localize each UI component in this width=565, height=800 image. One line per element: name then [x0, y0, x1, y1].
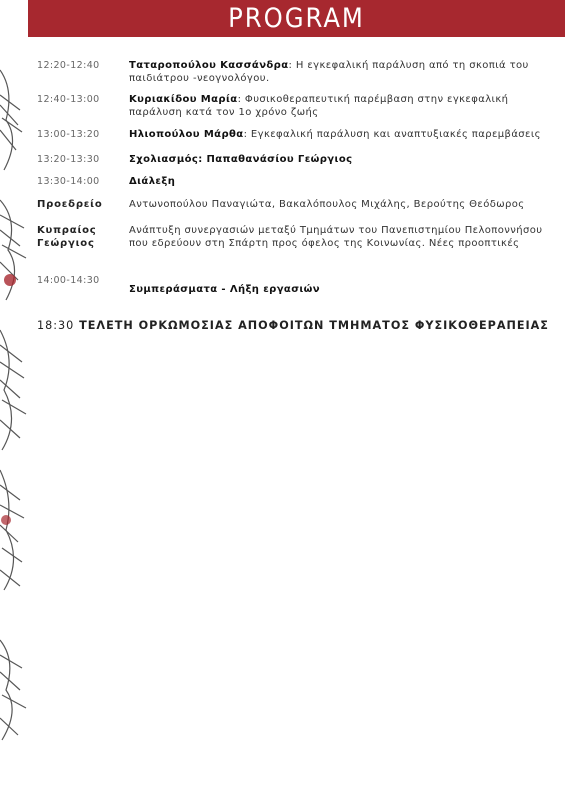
session-time: 13:30-14:00	[37, 176, 100, 187]
session-time: 12:20-12:40	[37, 60, 100, 71]
chair-members: Αντωνοπούλου Παναγιώτα, Βακαλόπουλος Μιχάλης, Βερούτης Θεόδωρος	[129, 199, 525, 210]
session-time: 14:00-14:30	[37, 275, 100, 286]
commentary-label: Σχολιασμός	[129, 154, 199, 165]
speaker-label: Κυπραίος Γεώργιος	[37, 225, 97, 249]
session-description	[129, 128, 544, 141]
session-description	[129, 153, 544, 166]
session-time: 13:20-13:30	[37, 154, 100, 165]
speaker-name: Ηλιοπούλου Μάρθα	[129, 129, 244, 140]
ceremony-title: ΤΕΛΕΤΗ ΟΡΚΩΜΟΣΙΑΣ ΑΠΟΦΟΙΤΩΝ ΤΜΗΜΑΤΟΣ ΦΥΣΙΚΟΘΕΡΑΠΕΙΑΣ	[79, 319, 549, 332]
session-description	[129, 175, 544, 188]
separator: :	[237, 94, 242, 105]
ceremony-line	[37, 319, 549, 332]
closing-label: Συμπεράσματα - Λήξη εργασιών	[129, 284, 320, 295]
program-title: PROGRAM	[228, 3, 365, 34]
session-topic: Φυσικοθεραπευτική παρέμβαση στην εγκεφαλική παράλυση κατά τον 1ο χρόνο ζωής	[129, 94, 509, 118]
program-header	[28, 0, 565, 37]
chair-label: Προεδρείο	[37, 199, 103, 210]
speaker-name: Κυριακίδου Μαρία	[129, 94, 238, 105]
commentator-name: Παπαθανάσίου Γεώργιος	[202, 154, 353, 165]
separator: :	[243, 129, 248, 140]
lecture-topic: Ανάπτυξη συνεργασιών μεταξύ Τμημάτων του Πανεπιστημίου Πελοποννήσου που εδρεύουν στη Σπάρτη προς όφελος της Κοινωνίας. Νέες προοπτικές	[129, 225, 543, 249]
session-description	[129, 283, 544, 296]
session-topic: Η εγκεφαλική παράλυση από τη σκοπιά του παιδιάτρου -νεογνολόγου.	[129, 60, 529, 84]
session-time: 13:00-13:20	[37, 129, 100, 140]
separator: :	[198, 154, 203, 165]
session-description	[129, 59, 544, 85]
session-time: 12:40-13:00	[37, 94, 100, 105]
separator: :	[288, 60, 293, 71]
ceremony-time: 18:30	[37, 319, 75, 332]
decorative-side-pattern	[0, 0, 28, 800]
session-topic: Εγκεφαλική παράλυση και αναπτυξιακές παρεμβάσεις	[247, 129, 541, 140]
lecture-label: Διάλεξη	[129, 176, 176, 187]
speaker-name: Ταταροπούλου Κασσάνδρα	[129, 60, 289, 71]
session-description	[129, 93, 544, 119]
